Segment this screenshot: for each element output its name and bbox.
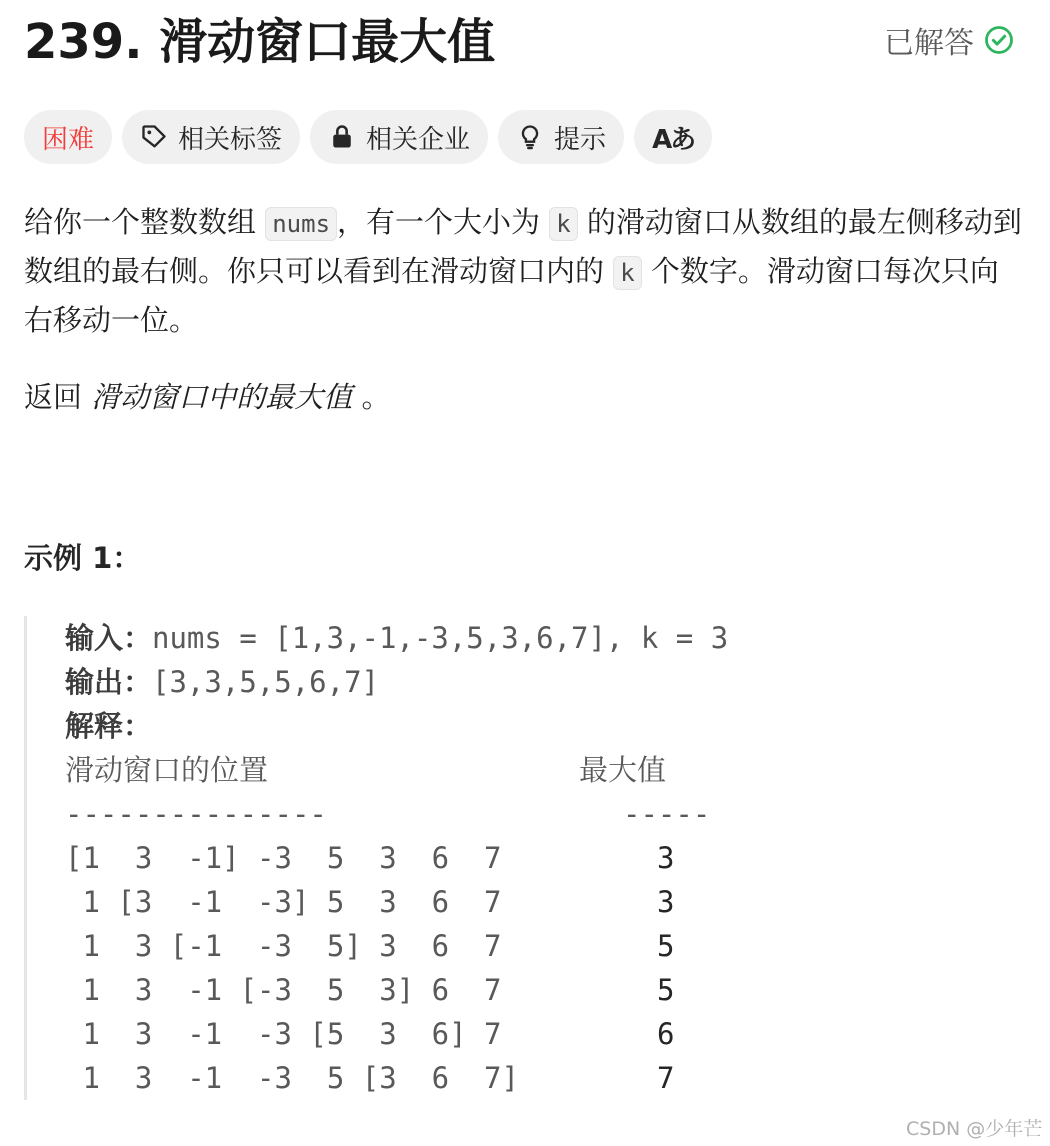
window-row: 1 3 -1 -3 5 [3 6 7] bbox=[65, 1061, 519, 1095]
window-row: [1 3 -1] -3 5 3 6 7 bbox=[65, 841, 502, 875]
hint-button[interactable] bbox=[498, 110, 624, 164]
col-max-header: 最大值 bbox=[579, 753, 667, 787]
watermark: CSDN @少年芒 bbox=[906, 1118, 1043, 1140]
return-statement bbox=[24, 374, 390, 421]
window-row: 1 3 [-1 -3 5] 3 6 7 bbox=[65, 929, 502, 963]
return-text: 返回 bbox=[24, 380, 92, 414]
code-nums: nums bbox=[265, 207, 337, 241]
related-tags-button[interactable] bbox=[122, 110, 300, 164]
desc-text-3: 的滑动窗口从数组的最左侧移动到数组的最右侧。你只可以看到在滑动窗口内的 bbox=[24, 205, 1022, 288]
input-value: nums = [1,3,-1,-3,5,3,6,7], k = 3 bbox=[152, 621, 729, 655]
window-max: 7 bbox=[657, 1061, 675, 1095]
related-companies-button[interactable] bbox=[310, 110, 488, 164]
window-row: 1 [3 -1 -3] 5 3 6 7 bbox=[65, 885, 502, 919]
code-k: k bbox=[549, 207, 577, 241]
output-label: 输出： bbox=[65, 665, 153, 699]
solved-status bbox=[884, 20, 1014, 60]
window-row: 1 3 -1 -3 [5 3 6] 7 bbox=[65, 1017, 502, 1051]
tag-row bbox=[24, 110, 712, 164]
window-max: 5 bbox=[657, 929, 675, 963]
sep-window: --------------- bbox=[65, 797, 327, 831]
col-window-header: 滑动窗口的位置 bbox=[65, 753, 269, 787]
example-block bbox=[24, 616, 1024, 1100]
related-tags-label: 相关标签 bbox=[178, 124, 283, 155]
desc-text-2: ，有一个大小为 bbox=[337, 205, 550, 239]
output-value: [3,3,5,5,6,7] bbox=[152, 665, 379, 699]
window-max: 3 bbox=[657, 841, 675, 875]
tag-icon bbox=[140, 123, 168, 151]
desc-text-1: 给你一个整数数组 bbox=[24, 205, 266, 239]
lock-icon bbox=[328, 123, 356, 151]
return-emphasis: 滑动窗口中的最大值 bbox=[91, 380, 353, 414]
translate-icon: Aあ bbox=[652, 124, 695, 155]
check-circle-icon bbox=[984, 25, 1014, 55]
problem-title: 239. 滑动窗口最大值 bbox=[24, 14, 496, 70]
difficulty-badge[interactable] bbox=[24, 110, 112, 164]
window-max: 3 bbox=[657, 885, 675, 919]
example-title: 示例 1： bbox=[24, 541, 142, 575]
hint-label: 提示 bbox=[554, 124, 607, 155]
desc-text-4: 个数字。滑动窗口每次只向右移动一位。 bbox=[24, 254, 999, 337]
input-label: 输入： bbox=[65, 621, 153, 655]
example-explain bbox=[65, 704, 152, 748]
window-max: 6 bbox=[657, 1017, 675, 1051]
explain-label: 解释： bbox=[65, 709, 153, 743]
difficulty-label: 困难 bbox=[42, 124, 95, 155]
related-companies-label: 相关企业 bbox=[366, 124, 471, 155]
sep-max: ----- bbox=[623, 797, 711, 831]
window-row: 1 3 -1 [-3 5 3] 6 7 bbox=[65, 973, 502, 1007]
code-k: k bbox=[613, 256, 641, 290]
lightbulb-icon bbox=[516, 123, 544, 151]
problem-description bbox=[24, 199, 1024, 344]
example-output bbox=[65, 660, 379, 704]
window-max: 5 bbox=[657, 973, 675, 1007]
solved-label: 已解答 bbox=[884, 26, 974, 61]
translate-button[interactable] bbox=[634, 110, 712, 164]
return-period: 。 bbox=[352, 380, 391, 414]
example-input bbox=[65, 616, 728, 660]
